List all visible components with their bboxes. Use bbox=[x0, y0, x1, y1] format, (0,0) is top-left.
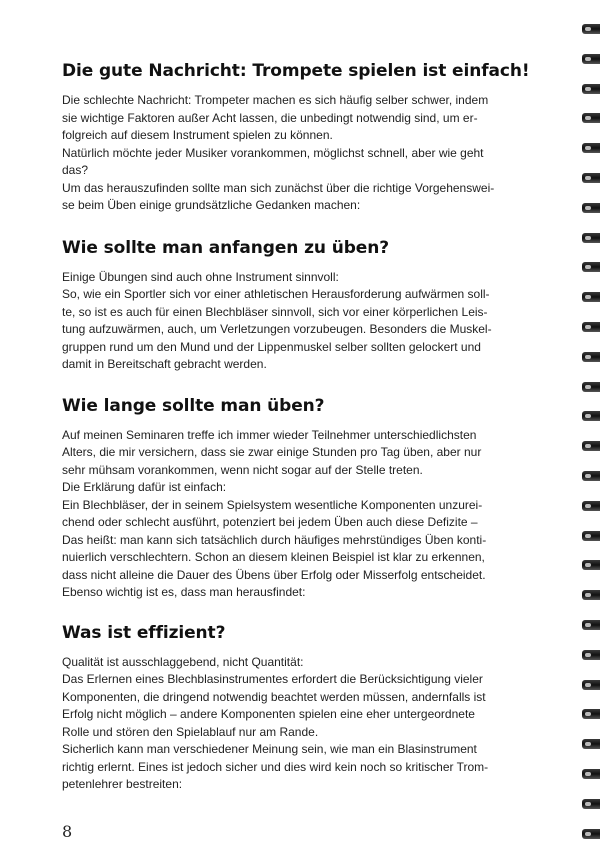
text-line: te, so ist es auch für einen Blechbläser sinnvoll, sich vor einer körperlichen Leis- bbox=[62, 304, 488, 319]
binding-ring bbox=[582, 84, 600, 94]
binding-ring bbox=[582, 620, 600, 630]
binding-ring bbox=[582, 203, 600, 213]
text-line: folgreich auf diesem Instrument spielen zu können. bbox=[62, 128, 333, 142]
binding-ring bbox=[582, 352, 600, 362]
binding-ring bbox=[582, 709, 600, 719]
binding-ring bbox=[582, 829, 600, 839]
section-how-to-start bbox=[62, 237, 552, 374]
binding-ring bbox=[582, 560, 600, 570]
text-line: Das Erlernen eines Blechblasinstrumentes erfordert die Berücksichtigung vieler bbox=[62, 672, 483, 686]
spiral-binding bbox=[578, 0, 600, 859]
section-body bbox=[62, 269, 552, 374]
section-body bbox=[62, 92, 552, 215]
text-line: So, wie ein Sportler sich vor einer athletischen Herausforderung aufwärmen soll- bbox=[62, 287, 490, 301]
section-good-news bbox=[62, 60, 552, 215]
page-number: 8 bbox=[62, 822, 73, 841]
text-line: Erfolg nicht möglich – andere Komponenten spielen eine eher untergeordnete bbox=[62, 707, 475, 721]
text-line: Ebenso wichtig ist es, dass man herausfindet: bbox=[62, 585, 306, 599]
binding-ring bbox=[582, 590, 600, 600]
section-body bbox=[62, 654, 552, 794]
binding-ring bbox=[582, 680, 600, 690]
binding-ring bbox=[582, 143, 600, 153]
binding-ring bbox=[582, 739, 600, 749]
section-heading: Wie sollte man anfangen zu üben? bbox=[62, 237, 390, 258]
text-line: Alters, die mir versichern, dass sie zwar einige Stunden pro Tag üben, aber nur bbox=[62, 445, 482, 459]
text-line: se beim Üben einige grundsätzliche Gedanken machen: bbox=[62, 198, 361, 212]
binding-ring bbox=[582, 501, 600, 511]
text-line: petenlehrer bestreiten: bbox=[62, 777, 183, 791]
text-line: tung aufzuwärmen, auch, um Verletzungen vorzubeugen. Besonders die Muskel- bbox=[62, 322, 492, 336]
text-line: Einige Übungen sind auch ohne Instrument sinnvoll: bbox=[62, 269, 339, 284]
text-line: gruppen rund um den Mund und der Lippenmuskel selber sollten gelockert und bbox=[62, 339, 481, 354]
section-body bbox=[62, 427, 552, 602]
text-line: sie wichtige Faktoren außer Acht lassen, die unbedingt notwendig sind, um er- bbox=[62, 110, 478, 125]
text-line: Qualität ist ausschlaggebend, nicht Quantität: bbox=[62, 654, 304, 669]
section-heading: Wie lange sollte man üben? bbox=[62, 395, 325, 416]
text-line: damit in Bereitschaft gebracht werden. bbox=[62, 357, 267, 371]
binding-ring bbox=[582, 441, 600, 451]
binding-ring bbox=[582, 769, 600, 779]
text-line: Das heißt: man kann sich tatsächlich durch häufiges mehrstündiges Üben konti- bbox=[62, 532, 487, 547]
binding-ring bbox=[582, 292, 600, 302]
text-line: Die schlechte Nachricht: Trompeter machen es sich häufig selber schwer, indem bbox=[62, 93, 489, 107]
text-line: Ein Blechbläser, der in seinem Spielsystem wesentliche Komponenten unzurei- bbox=[62, 497, 483, 512]
text-line: das? bbox=[62, 163, 89, 177]
binding-ring bbox=[582, 650, 600, 660]
page-content bbox=[62, 60, 552, 794]
text-line: sehr mühsam vorankommen, wenn nicht sogar auf der Stelle treten. bbox=[62, 462, 423, 477]
text-line: Auf meinen Seminaren treffe ich immer wieder Teilnehmer unterschiedlichsten bbox=[62, 427, 477, 442]
binding-ring bbox=[582, 113, 600, 123]
text-line: Die Erklärung dafür ist einfach: bbox=[62, 480, 227, 494]
section-efficient bbox=[62, 622, 552, 794]
binding-ring bbox=[582, 173, 600, 183]
binding-ring bbox=[582, 471, 600, 481]
binding-ring bbox=[582, 54, 600, 64]
binding-ring bbox=[582, 531, 600, 541]
text-line: Rolle und stören den Spielablauf nur am Rande. bbox=[62, 724, 319, 739]
section-heading: Die gute Nachricht: Trompete spielen ist einfach! bbox=[62, 61, 530, 81]
binding-ring bbox=[582, 799, 600, 809]
text-line: Natürlich möchte jeder Musiker vorankommen, möglichst schnell, aber wie geht bbox=[62, 145, 484, 160]
binding-ring bbox=[582, 411, 600, 421]
section-heading: Was ist effizient? bbox=[62, 622, 226, 643]
text-line: dass nicht alleine die Dauer des Übens über Erfolg oder Misserfolg entscheidet. bbox=[62, 567, 486, 582]
binding-ring bbox=[582, 262, 600, 272]
text-line: richtig erlernt. Eines ist jedoch sicher und dies wird kein noch so kritischer Trom- bbox=[62, 759, 489, 774]
text-line: chend oder schlecht ausführt, potenziert bei jedem Üben auch diese Defizite – bbox=[62, 515, 478, 529]
text-line: Komponenten, die dringend notwendig beachtet werden müssen, andernfalls ist bbox=[62, 689, 486, 704]
binding-ring bbox=[582, 24, 600, 34]
text-line: Um das herauszufinden sollte man sich zunächst über die richtige Vorgehenswei- bbox=[62, 180, 495, 195]
text-line: Sicherlich kann man verschiedener Meinung sein, wie man ein Blasinstrument bbox=[62, 742, 477, 756]
section-how-long bbox=[62, 395, 552, 602]
binding-ring bbox=[582, 233, 600, 243]
binding-ring bbox=[582, 322, 600, 332]
text-line: nuierlich verschlechtern. Schon an diesem kleinen Beispiel ist klar zu erkennen, bbox=[62, 550, 485, 564]
binding-ring bbox=[582, 382, 600, 392]
